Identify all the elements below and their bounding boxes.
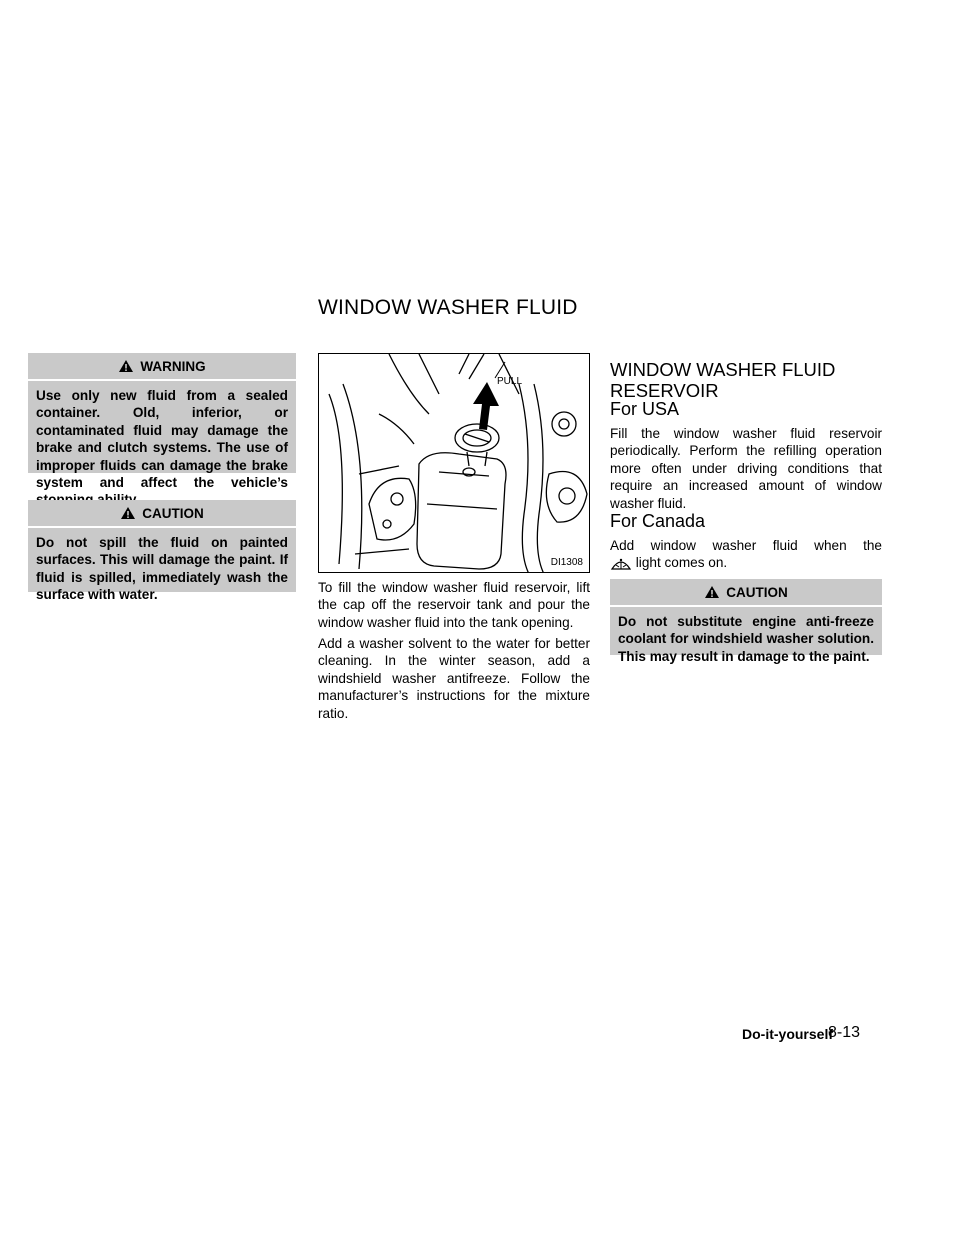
caution-label: CAUTION [726, 584, 788, 600]
engine-bay-drawing [319, 354, 590, 573]
canada-text-line2-text: light comes on. [635, 555, 728, 571]
warning-text: Use only new fluid from a sealed container. Old, inferior, or contaminated fluid may damage the brake and clutch systems. The use of improper fluids can damage the brake system and affect the vehicle’s [36, 388, 288, 491]
warning-triangle-icon [120, 506, 136, 520]
page-number: 8-13 [828, 1024, 861, 1041]
caution-header [28, 500, 296, 528]
canada-text [610, 537, 882, 572]
reservoir-illustration [318, 353, 590, 573]
usa-heading: For USA [610, 399, 680, 419]
warning-box [28, 353, 296, 491]
usa-text: Fill the window washer fluid reservoir periodically. Perform the refilling operation more often under driving conditions that require an increased amount of window washer fluid. [610, 426, 882, 511]
solvent-instructions: Add a washer solvent to the water for better cleaning. In the winter season, add a windshield washer antifreeze. Follow the manufacturer’s instructions for the mixture ratio. [318, 636, 590, 721]
caution-header [610, 579, 882, 607]
pull-label: PULL [497, 376, 523, 387]
reservoir-heading: WINDOW WASHER FLUID RESERVOIR [610, 359, 836, 401]
canada-text-line1: Add window washer fluid when the [610, 538, 882, 553]
pull-arrow-icon [473, 382, 499, 430]
caution-label: CAUTION [142, 505, 204, 521]
canada-text-line2 [610, 554, 882, 571]
chapter-label: Do-it-yourself [742, 1026, 833, 1042]
caution-box-antifreeze [610, 579, 882, 664]
warning-label: WARNING [140, 358, 206, 374]
fill-instructions: To fill the window washer fluid reservoir, lift the cap off the reservoir tank and pour the window washer fluid into the tank opening. [318, 580, 590, 630]
caution-text: Do not substitute engine anti-freeze coolant for windshield washer solution. This may result in damage to the paint. [618, 614, 874, 664]
canada-heading: For Canada [610, 511, 706, 531]
caution-box-paint [28, 500, 296, 603]
caution-text: Do not spill the fluid on painted surfaces. This will damage the paint. If fluid is spilled, immediately wash the surface with water. [36, 535, 288, 603]
washer-fluid-warning-icon [610, 557, 632, 571]
figure-code: DI1308 [550, 557, 583, 568]
warning-triangle-icon [118, 359, 134, 373]
warning-triangle-icon [704, 585, 720, 599]
section-title: WINDOW WASHER FLUID [318, 296, 578, 319]
warning-header [28, 353, 296, 381]
